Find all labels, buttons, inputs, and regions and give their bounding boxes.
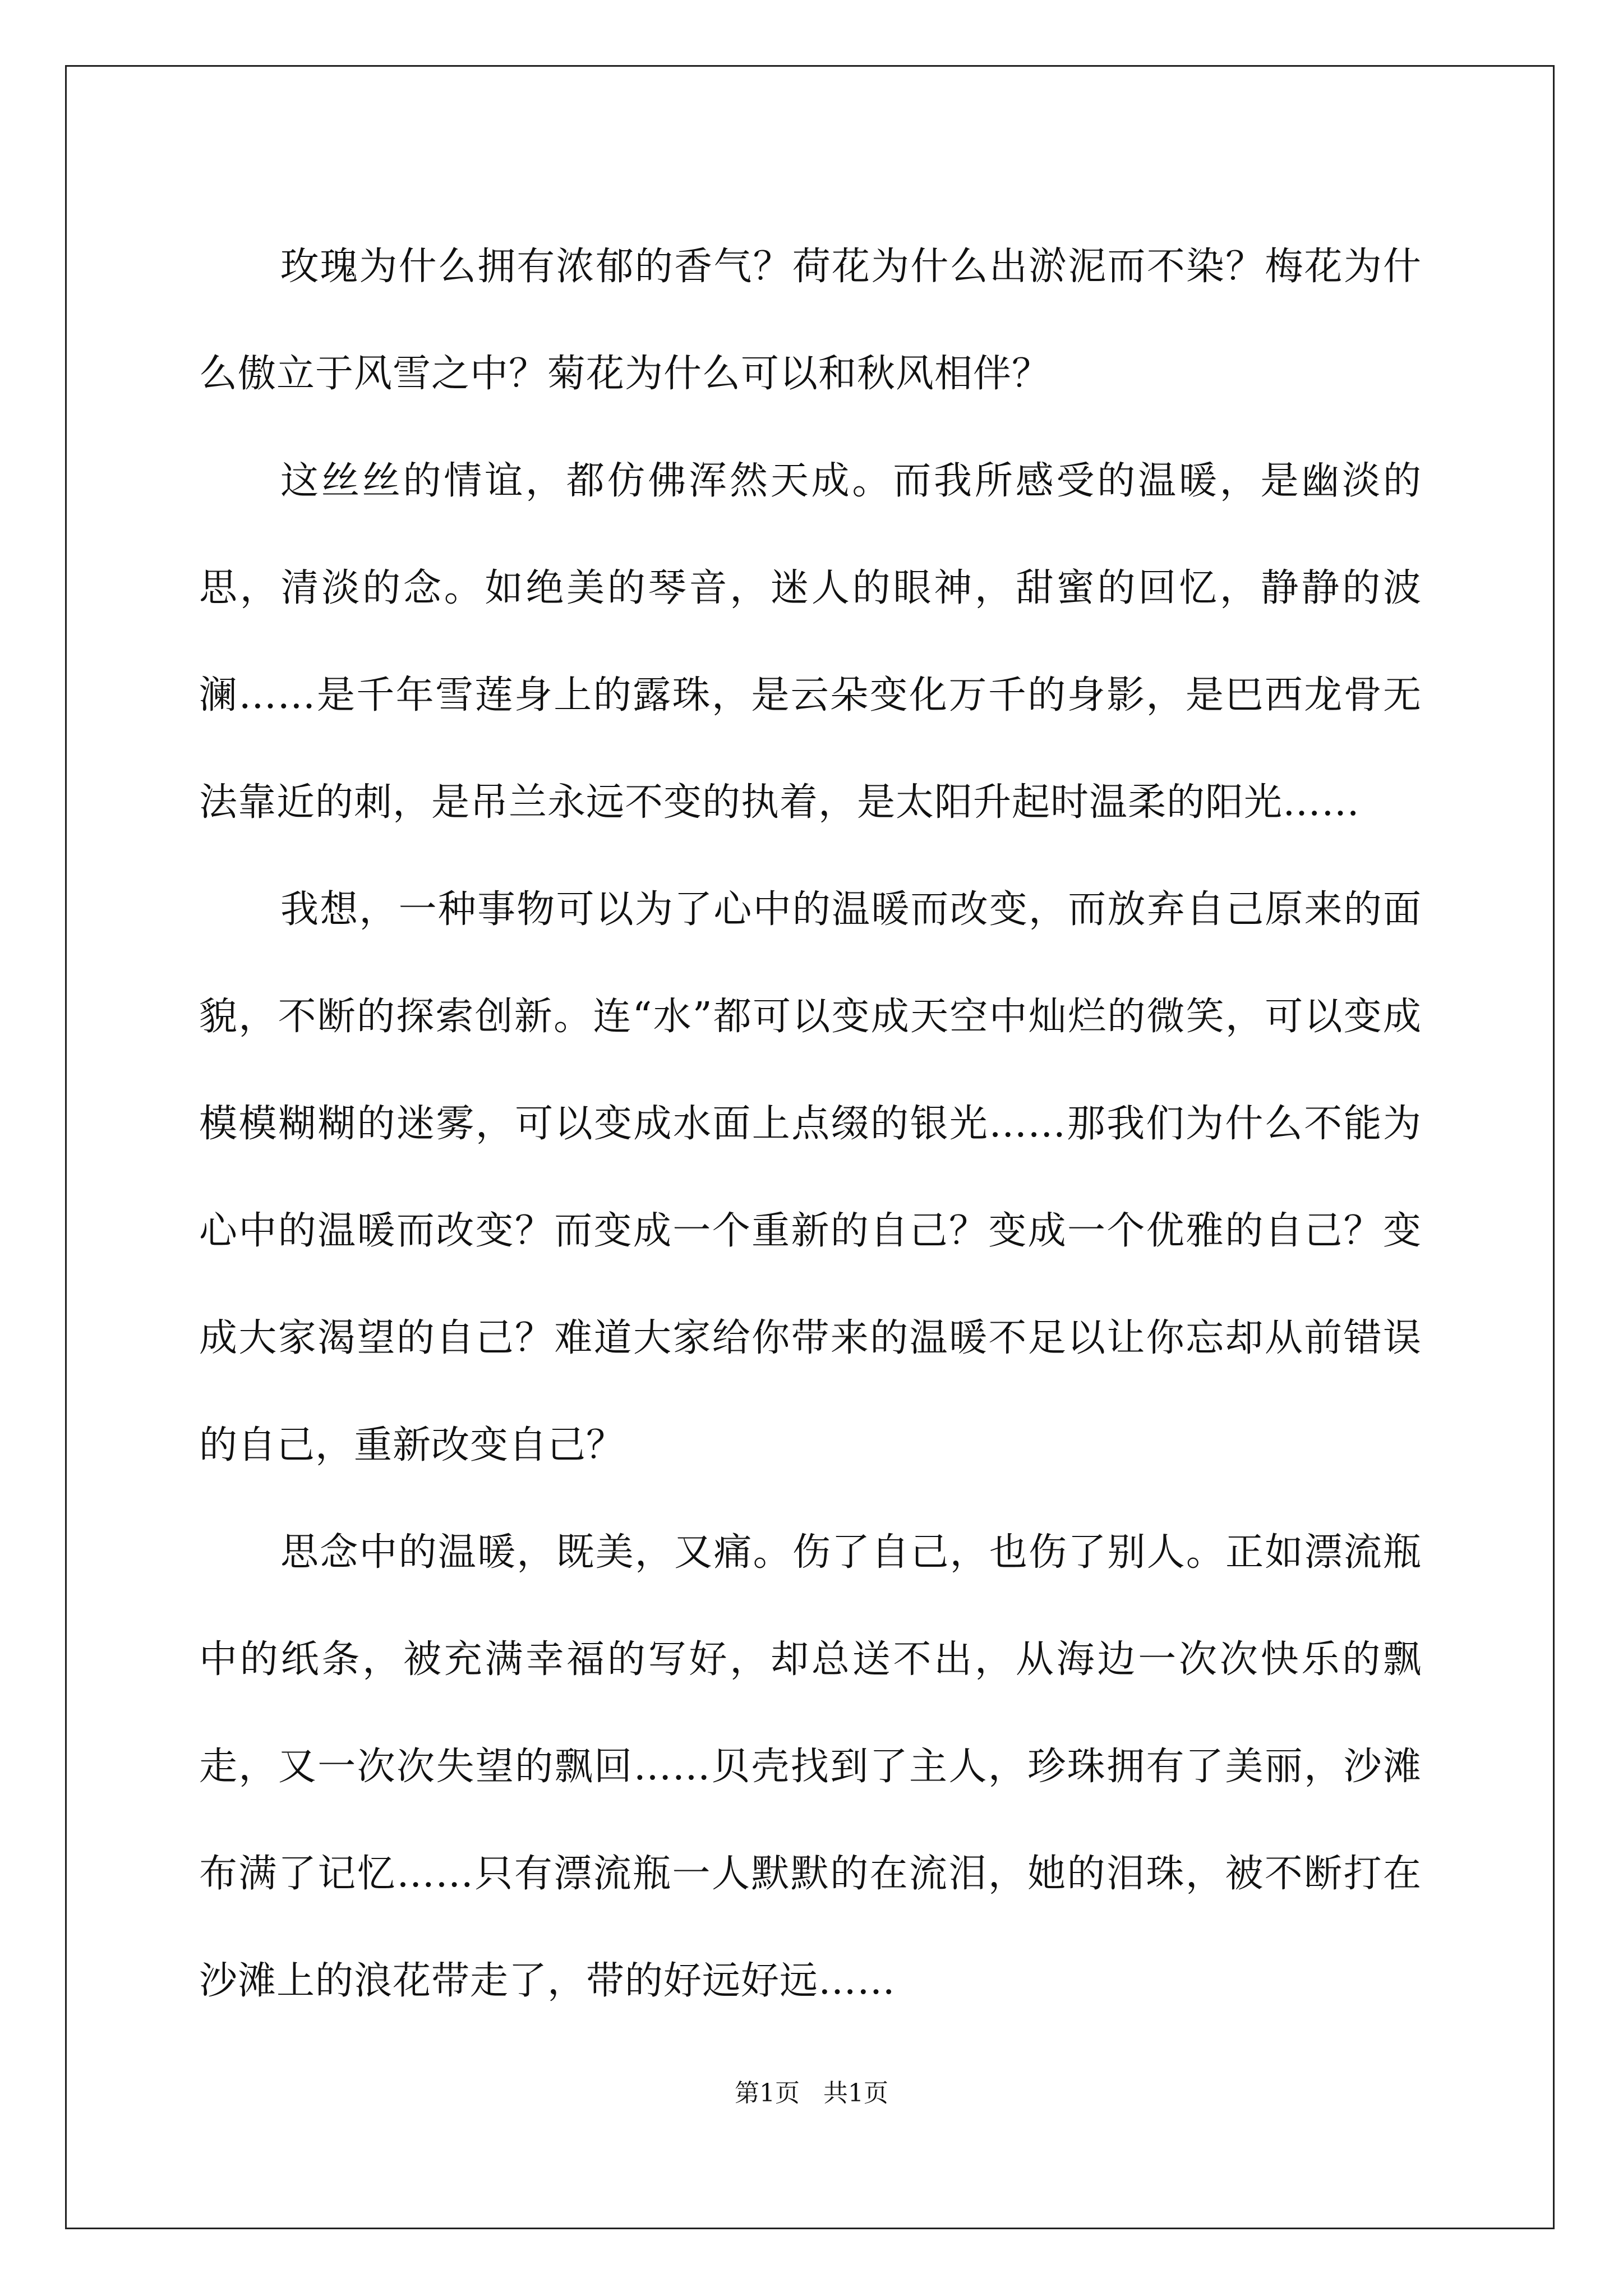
paragraph-4: 思念中的温暖，既美，又痛。伤了自己，也伤了别人。正如漂流瓶中的纸条，被充满幸福的写好，却总送不出，从海边一次次快乐的飘走，又一次次失望的飘回……贝壳找到了主人，珍珠拥有了美丽，沙滩布满了记忆……只有漂流瓶一人默默的在流泪，她的泪珠，被不断打在沙滩上的浪花带走了，带的好远好远…… [199, 1530, 1422, 2003]
paragraph-2: 这丝丝的情谊，都仿佛浑然天成。而我所感受的温暖，是幽淡的思，清淡的念。如绝美的琴音，迷人的眼神，甜蜜的回忆，静静的波澜……是千年雪莲身上的露珠，是云朵变化万千的身影，是巴西龙骨无法靠近的刺，是吊兰永远不变的执着，是太阳升起时温柔的阳光…… [199, 459, 1422, 825]
paragraph-1: 玫瑰为什么拥有浓郁的香气？荷花为什么出淤泥而不染？梅花为什么傲立于风雪之中？菊花为什么可以和秋风相伴？ [199, 245, 1422, 396]
document-body [199, 213, 1422, 2035]
paragraph-3: 我想，一种事物可以为了心中的温暖而改变，而放弃自己原来的面貌，不断的探索创新。连“水”都可以变成天空中灿烂的微笑，可以变成模模糊糊的迷雾，可以变成水面上点缀的银光……那我们为什么不能为心中的温暖而改变？而变成一个重新的自己？变成一个优雅的自己？变成大家渴望的自己？难道大家给你带来的温暖不足以让你忘却从前错误的自己，重新改变自己？ [199, 887, 1422, 1467]
page-footer: 第1页 共1页 [735, 2079, 888, 2108]
